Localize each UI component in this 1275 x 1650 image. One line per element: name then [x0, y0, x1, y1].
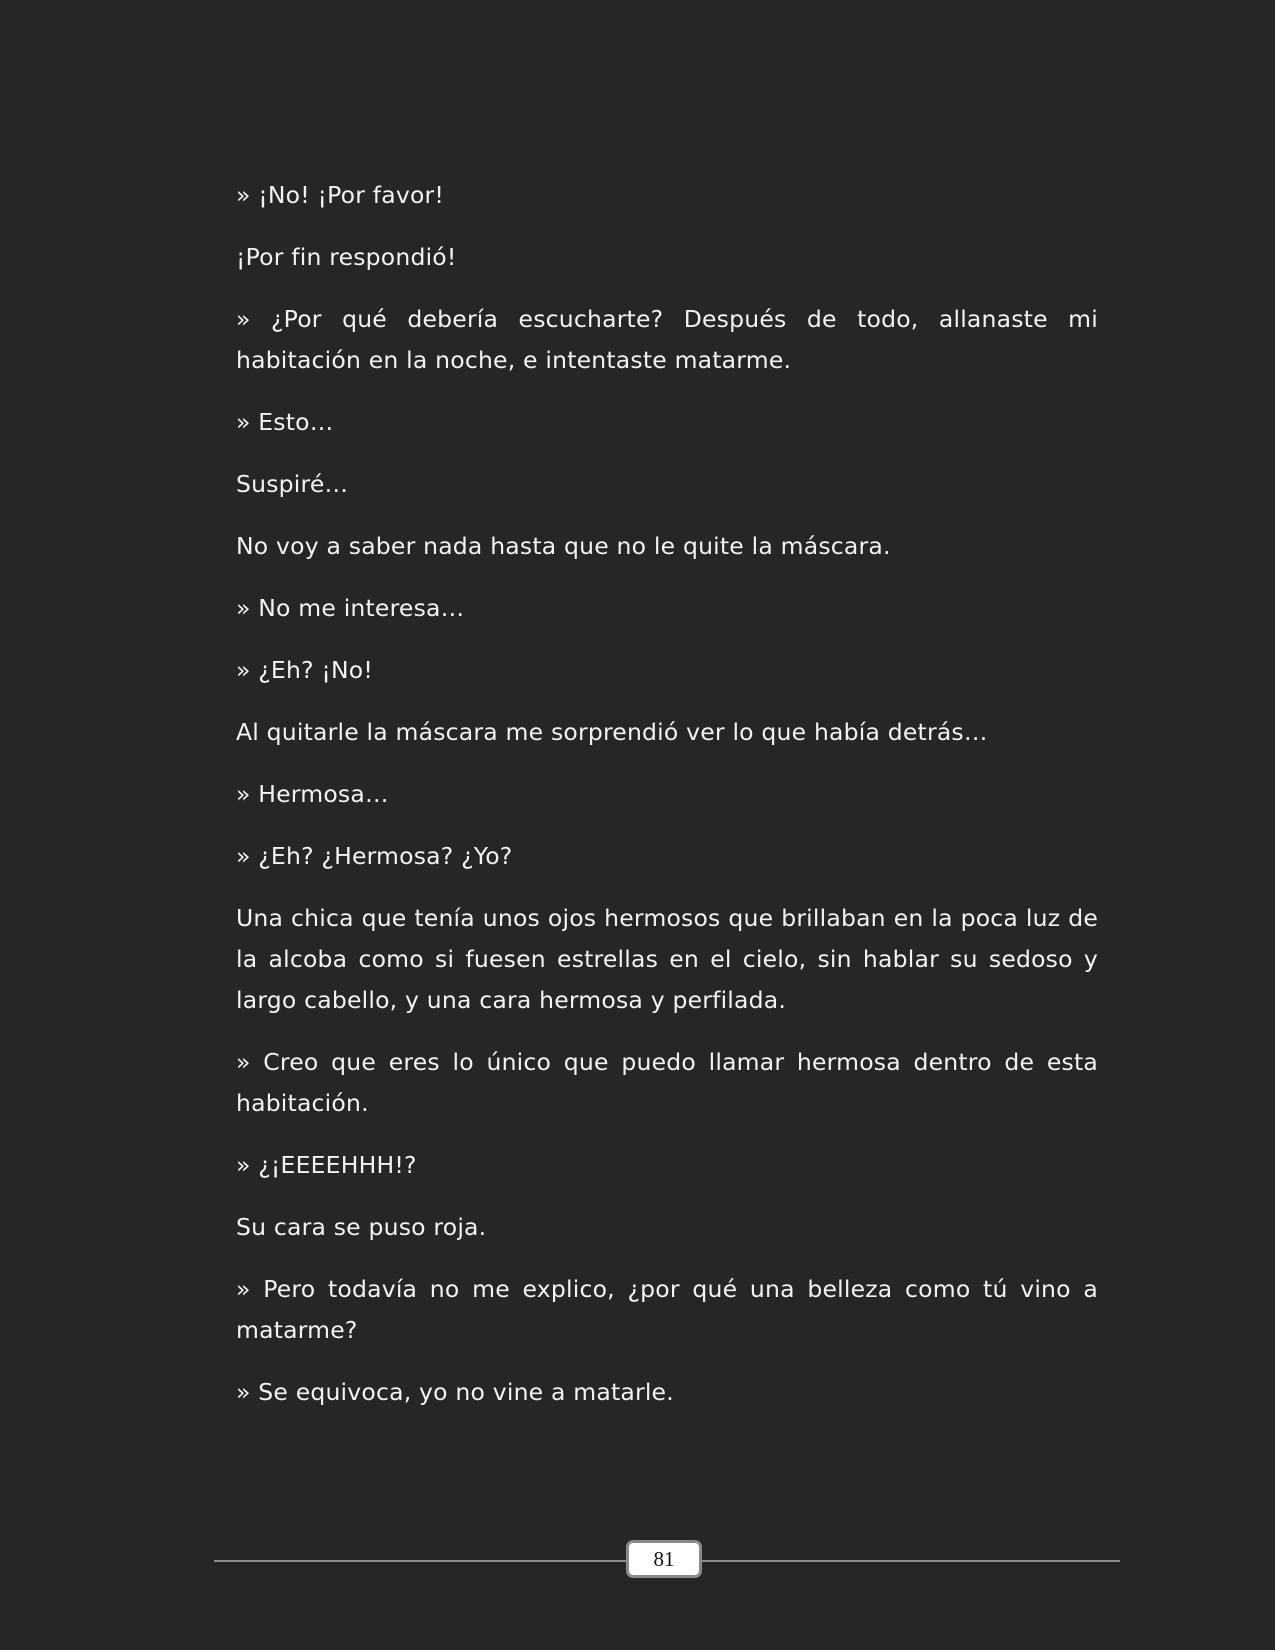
paragraph: » ¿Eh? ¡No! [236, 656, 374, 684]
paragraph: Su cara se puso roja. [236, 1213, 487, 1241]
paragraph: » ¿Eh? ¿Hermosa? ¿Yo? [236, 842, 513, 870]
page-number-box [626, 1540, 702, 1578]
paragraph: » Pero todavía no me explico, ¿por qué una belleza como tú vino a matarme? [236, 1275, 1098, 1344]
paragraph: » Creo que eres lo único que puedo llamar hermosa dentro de esta habitación. [236, 1048, 1098, 1117]
paragraph: Suspiré… [236, 470, 349, 498]
paragraph: » No me interesa… [236, 594, 465, 622]
page-number: 81 [653, 1546, 675, 1571]
paragraph: Al quitarle la máscara me sorprendió ver lo que había detrás… [236, 718, 988, 746]
paragraph: » ¡No! ¡Por favor! [236, 181, 445, 209]
paragraph: Una chica que tenía unos ojos hermosos que brillaban en la poca luz de la alcoba como si fuesen estrellas en el cielo, sin hablar su sedoso y largo cabello, y una cara hermosa y perfilada. [236, 904, 1098, 1014]
paragraph: » ¿Por qué debería escucharte? Después de todo, allanaste mi habitación en la noche, e intentaste matarme. [236, 305, 1098, 374]
page-body-text [236, 175, 1098, 1434]
paragraph: No voy a saber nada hasta que no le quite la máscara. [236, 532, 891, 560]
paragraph: ¡Por fin respondió! [236, 243, 457, 271]
page-footer [214, 1540, 1120, 1582]
paragraph: » Se equivoca, yo no vine a matarle. [236, 1378, 674, 1406]
paragraph: » Esto… [236, 408, 334, 436]
paragraph: » Hermosa… [236, 780, 389, 808]
paragraph: » ¿¡EEEEHHH!? [236, 1151, 417, 1179]
